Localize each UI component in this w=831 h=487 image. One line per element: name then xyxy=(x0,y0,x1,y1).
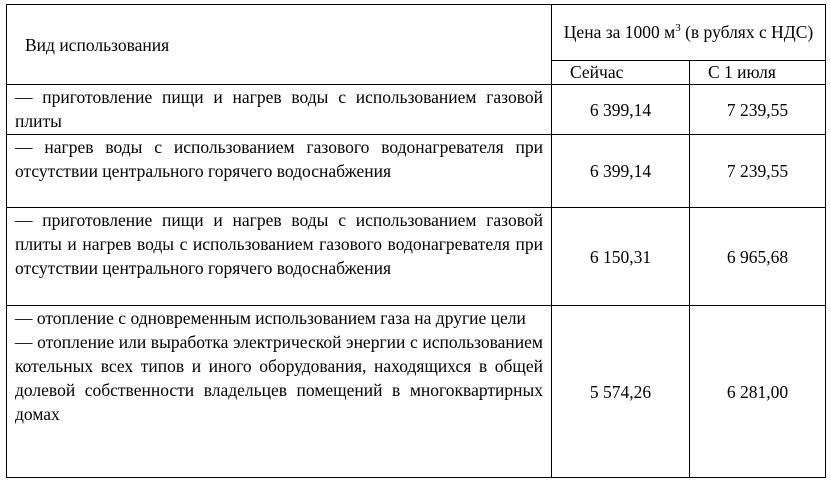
price-now-cell xyxy=(552,208,690,306)
table-row xyxy=(7,135,826,208)
price-now-value: 6 399,14 xyxy=(589,161,652,181)
gas-price-table xyxy=(6,4,826,478)
usage-description xyxy=(7,306,552,478)
price-now-cell xyxy=(552,306,690,478)
usage-description xyxy=(7,135,552,208)
price-july-cell xyxy=(690,306,826,478)
price-now-value: 6 399,14 xyxy=(589,99,652,120)
usage-type-header-label: Вид использования xyxy=(25,34,170,55)
price-now-cell xyxy=(552,85,690,135)
price-header-main: Цена за 1000 м xyxy=(563,22,676,42)
usage-type-header xyxy=(7,5,552,85)
table-row xyxy=(7,85,826,135)
usage-description-line: — приготовление пищи и нагрев воды с использованием газовой плиты и нагрев воды с использованием газового водонагревателя при отсутствии центрального горячего водоснабжения xyxy=(15,210,543,278)
table-row xyxy=(7,306,826,478)
price-now-value: 5 574,26 xyxy=(589,381,652,402)
price-july-value: 7 239,55 xyxy=(726,161,789,181)
now-column-header xyxy=(552,61,690,85)
table-row xyxy=(7,208,826,306)
usage-description xyxy=(7,85,552,135)
usage-description-line: — отопление или выработка электрической энергии с использованием котельных всех типов и иного оборудования, находящихся в общей долевой собственности владельцев помещений в многоквартирных домах xyxy=(15,332,543,424)
price-now-value: 6 150,31 xyxy=(589,246,652,267)
july-column-header-label: С 1 июля xyxy=(708,62,776,82)
price-header-superscript: 3 xyxy=(675,22,681,35)
price-july-cell xyxy=(690,208,826,306)
price-july-value: 7 239,55 xyxy=(726,99,789,120)
price-july-cell xyxy=(690,135,826,208)
usage-description-line: — приготовление пищи и нагрев воды с использованием газовой плиты xyxy=(15,87,543,131)
usage-description-line: — отопление с одновременным использованием газа на другие цели xyxy=(15,308,526,328)
now-column-header-label: Сейчас xyxy=(570,62,624,82)
price-header xyxy=(552,5,826,61)
usage-description xyxy=(7,208,552,306)
price-july-value: 6 965,68 xyxy=(726,246,789,267)
usage-description-line: — нагрев воды с использованием газового водонагревателя при отсутствии центрального горячего водоснабжения xyxy=(15,137,543,181)
price-now-cell xyxy=(552,135,690,208)
price-header-rest: (в рублях с НДС) xyxy=(680,22,814,42)
july-column-header xyxy=(690,61,826,85)
price-july-value: 6 281,00 xyxy=(726,381,789,402)
price-july-cell xyxy=(690,85,826,135)
